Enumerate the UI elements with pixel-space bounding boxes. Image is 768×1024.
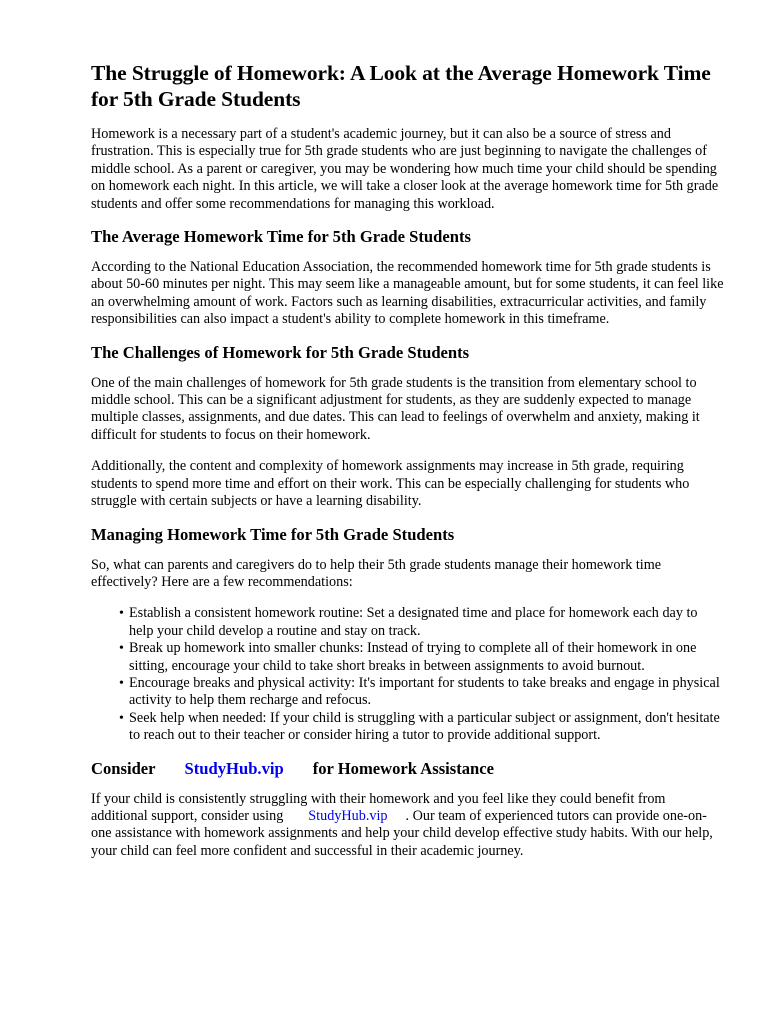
list-item xyxy=(119,640,724,675)
studyhub-inline-link[interactable]: StudyHub.vip xyxy=(308,807,388,824)
page-title: The Struggle of Homework: A Look at the Average Homework Time for 5th Grade Students xyxy=(91,61,711,111)
consider-text-after: . Our team of experienced tutors can provide one-on-one assistance with homework assignments and help your child develop effective study habits. With our help, your child can feel more confident and successful in their academic journey. xyxy=(91,807,713,859)
list-item-text: Seek help when needed: If your child is struggling with a particular subject or assignment, don't hesitate to reach out to their teacher or consider hiring a tutor to provide additional support. xyxy=(129,709,720,744)
list-item xyxy=(119,709,724,745)
list-item xyxy=(119,605,724,640)
managing-paragraph: So, what can parents and caregivers do to help their 5th grade students manage their homework time effectively? Here are a few recommendations: xyxy=(91,556,662,590)
section-heading-consider xyxy=(91,759,724,779)
bullet-icon: • xyxy=(119,606,124,622)
list-item-text: Establish a consistent homework routine: Set a designated time and place for homework each day to help your child develop a routine and stay on track. xyxy=(129,605,698,639)
challenges-paragraph-2: Additionally, the content and complexity of homework assignments may increase in 5th grade, requiring students to spend more time and effort on their work. This can be especially challenging for students who struggle with certain subjects or have a learning disability. xyxy=(91,458,690,510)
challenges-paragraph-1: One of the main challenges of homework for 5th grade students is the transition from elementary school to middle school. This can be a significant adjustment for students, as they are suddenly expected to manage multiple classes, assignments, and due dates. This can lead to feelings of overwhelm and anxiety, making it difficult for students to focus on their homework. xyxy=(91,374,700,443)
section-heading-managing: Managing Homework Time for 5th Grade Students xyxy=(91,524,455,544)
heading-suffix: for Homework Assistance xyxy=(312,758,495,778)
studyhub-heading-link[interactable]: StudyHub.vip xyxy=(184,758,284,778)
section-heading-average-time: The Average Homework Time for 5th Grade Students xyxy=(91,227,471,247)
section-heading-challenges: The Challenges of Homework for 5th Grade Students xyxy=(91,342,470,362)
average-time-paragraph: According to the National Education Association, the recommended homework time for 5th grade students is about 50-60 minutes per night. This may seem like a manageable amount, but for some students, it can feel like an overwhelming amount of work. Factors such as learning disabilities, extracurricular activities, and family responsibilities can also impact a student's ability to complete homework in this timeframe. xyxy=(91,259,724,328)
list-item-text: Break up homework into smaller chunks: Instead of trying to complete all of their homework in one sitting, encourage your child to take short breaks in between assignments to avoid burnout. xyxy=(129,640,697,674)
heading-prefix: Consider xyxy=(91,758,156,778)
list-item-text: Encourage breaks and physical activity: It's important for students to take breaks and engage in physical activity to help them recharge and refocus. xyxy=(129,674,720,709)
intro-paragraph: Homework is a necessary part of a student's academic journey, but it can also be a source of stress and frustration. This is especially true for 5th grade students who are just beginning to navigate the challenges of middle school. As a parent or caregiver, you may be wondering how much time your child should be spending on homework each night. In this article, we will take a closer look at the average homework time for 5th grade students and offer some recommendations for managing this workload. xyxy=(91,126,719,212)
bullet-icon: • xyxy=(119,675,124,691)
bullet-icon: • xyxy=(119,710,124,726)
consider-paragraph xyxy=(91,791,724,861)
list-item xyxy=(119,674,724,710)
consider-text-before: If your child is consistently struggling with their homework and you feel like they could benefit from additional support, consider using xyxy=(91,790,666,824)
recommendations-list xyxy=(91,605,724,744)
bullet-icon: • xyxy=(119,641,124,657)
